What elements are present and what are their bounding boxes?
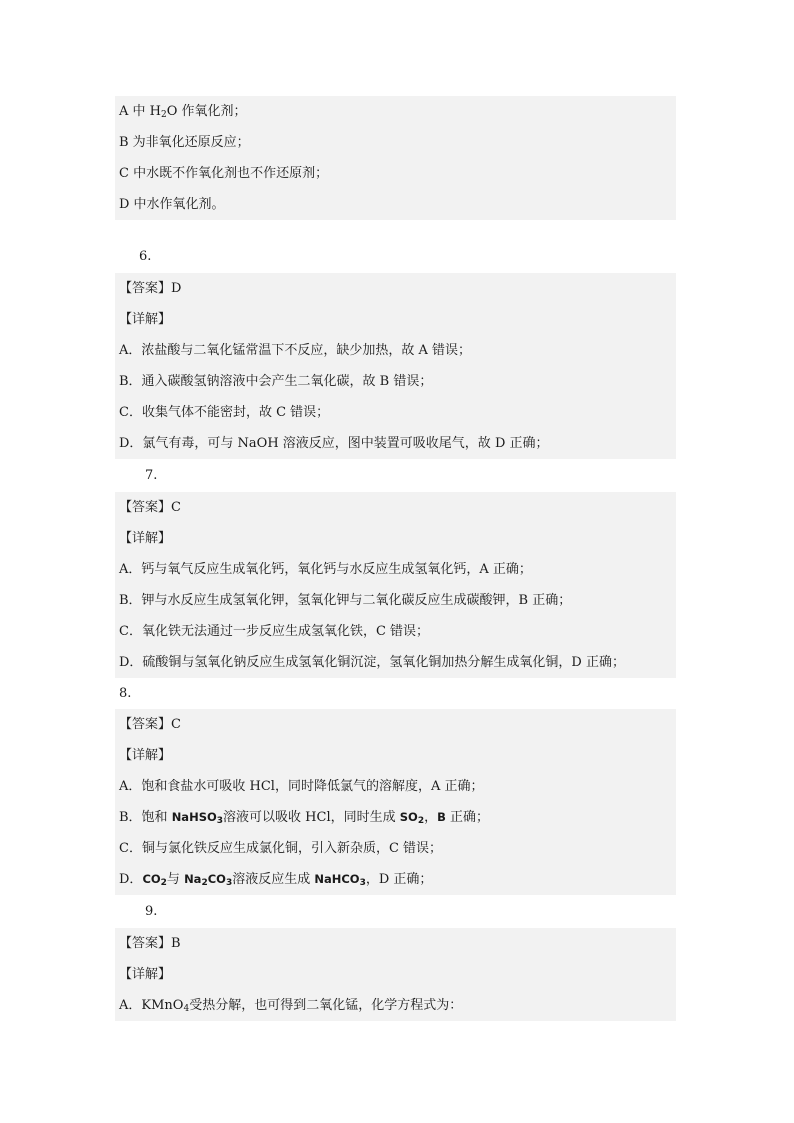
q8-d-formula-nahco3-main: NaHCO	[314, 872, 360, 886]
answer-line-b: B 为非氧化还原反应；	[115, 127, 676, 158]
q7-answer: 【答案】C	[115, 492, 676, 523]
line-a-text-post: O 作氧化剂；	[166, 104, 247, 119]
q8-b-formula-so2-sub: 2	[417, 816, 425, 826]
q6-option-d: D．氯气有毒，可与 NaOH 溶液反应，图中装置可吸收尾气，故 D 正确；	[115, 428, 676, 459]
q8-d-end: ，D 正确；	[365, 872, 433, 887]
q8-option-c: C．铜与氯化铁反应生成氯化铜，引入新杂质，C 错误；	[115, 833, 676, 864]
q8-d-formula-na2co3	[184, 872, 232, 886]
q8-option-d	[115, 864, 676, 895]
q6-answer: 【答案】D	[115, 273, 676, 304]
answer-line-c: C 中水既不作氧化剂也不作还原剂；	[115, 158, 676, 189]
q6-option-b: B．通入碳酸氢钠溶液中会产生二氧化碳，故 B 错误；	[115, 366, 676, 397]
answer-line-d: D 中水作氧化剂。	[115, 189, 676, 220]
q8-d-mid1: 与	[166, 872, 185, 887]
q9-a-post: 受热分解，也可得到二氧化锰，化学方程式为：	[189, 998, 463, 1013]
q8-b-end: 正确；	[445, 810, 489, 825]
q9-answer: 【答案】B	[115, 928, 676, 959]
q8-d-pre: D．	[119, 872, 143, 887]
q6-option-c: C．收集气体不能密封，故 C 错误；	[115, 397, 676, 428]
q7-option-b: B．钾与水反应生成氢氧化钾，氢氧化钾与二氧化碳反应生成碳酸钾，B 正确；	[115, 585, 676, 616]
q9-a-subscript: 4	[183, 1004, 190, 1014]
q8-b-formula-so2-main: SO	[399, 810, 418, 824]
q8-b-formula-nahso3-main: NaHSO	[171, 810, 217, 824]
question-number-9: 9.	[145, 904, 158, 919]
q7-detail-heading: 【详解】	[115, 523, 676, 554]
q8-d-formula-na2co3-sub1: 2	[201, 878, 208, 888]
q8-option-a: A．饱和食盐水可吸收 HCl，同时降低氯气的溶解度，A 正确；	[115, 771, 676, 802]
q8-b-post: ，	[424, 810, 438, 825]
q7-option-c: C．氧化铁无法通过一步反应生成氢氧化铁，C 错误；	[115, 616, 676, 647]
answer-line-a	[115, 96, 676, 127]
q8-detail-heading: 【详解】	[115, 740, 676, 771]
q9-a-pre: A．KMnO	[119, 998, 184, 1013]
q8-d-formula-na2co3-sub2: 3	[225, 878, 233, 888]
q8-b-pre: B．饱和	[119, 810, 172, 825]
q8-d-formula-na2co3-na: Na	[184, 872, 202, 886]
q8-d-formula-na2co3-co: CO	[207, 872, 226, 886]
q8-b-formula-so2	[400, 810, 424, 824]
q8-b-formula-nahso3-sub: 3	[216, 816, 224, 826]
question-number-6: 6.	[139, 249, 152, 264]
q9-detail-heading: 【详解】	[115, 959, 676, 990]
q6-option-a: A．浓盐酸与二氧化锰常温下不反应，缺少加热，故 A 错误；	[115, 335, 676, 366]
q8-b-mid: 溶液可以吸收 HCl，同时生成	[223, 810, 400, 825]
q8-answer: 【答案】C	[115, 709, 676, 740]
q6-detail-heading: 【详解】	[115, 304, 676, 335]
q7-option-a: A．钙与氧气反应生成氧化钙，氧化钙与水反应生成氢氧化钙，A 正确；	[115, 554, 676, 585]
q8-d-formula-co2-main: CO	[142, 872, 161, 886]
q8-d-formula-nahco3-sub: 3	[359, 878, 366, 888]
line-a-text-pre: A 中 H	[119, 104, 161, 119]
q8-b-formula-nahso3	[172, 810, 223, 824]
q8-option-b	[115, 802, 676, 833]
q8-d-mid2: 溶液反应生成	[232, 872, 315, 887]
question-number-8: 8.	[119, 686, 132, 701]
q7-option-d: D．硫酸铜与氢氧化钠反应生成氢氧化铜沉淀，氢氧化铜加热分解生成氧化铜，D 正确；	[115, 647, 676, 678]
q9-option-a	[115, 990, 676, 1021]
q8-d-formula-co2-sub: 2	[160, 878, 167, 888]
q8-d-formula-nahco3	[314, 872, 366, 886]
q8-d-formula-co2	[142, 872, 166, 886]
line-a-subscript: 2	[161, 110, 167, 120]
question-number-7: 7.	[145, 468, 158, 483]
q8-b-letter: B	[437, 810, 446, 824]
